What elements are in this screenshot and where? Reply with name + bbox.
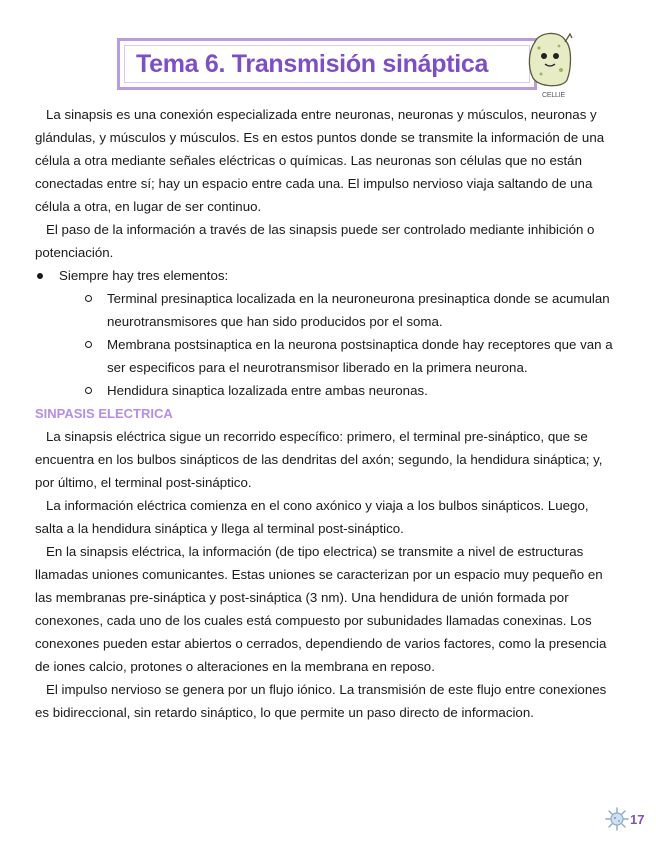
bullet-circle xyxy=(85,387,92,394)
bullet-dot xyxy=(37,273,43,279)
page-number: 17 xyxy=(630,812,645,827)
list-item-text: Siempre hay tres elementos: xyxy=(59,268,229,283)
page-title: Tema 6. Transmisión sináptica xyxy=(136,49,489,78)
paragraph-intro: La sinapsis es una conexión especializada entre neuronas, neuronas y músculos, neuronas y glándulas, y músculos y músculos. Es en estos puntos donde se transmite la información de una célula a otra mediante señales eléctricas o químicas. Las neuronas son células que no están conectadas entre sí; hay un espacio entre cada una. El impulso nervioso viaja saltando de una célula a otra, en lugar de ser continuo. xyxy=(35,107,605,214)
paragraph-info-flow: La información eléctrica comienza en el cono axónico y viaja a los bulbos sinápticos. Luego, salta a la hendidura sináptica y llega al terminal post-sináptico. xyxy=(35,498,589,536)
bullet-circle xyxy=(85,341,92,348)
list-item-text: Membrana postsinaptica en la neurona postsinaptica donde hay receptores que van a ser especificos para el neurotransmisor liberado en la primera neurona. xyxy=(107,337,613,375)
mascot-caption: CELLIE xyxy=(542,92,565,99)
section-heading: SINPASIS ELECTRICA xyxy=(35,406,173,421)
paragraph-control: El paso de la información a través de las sinapsis puede ser controlado mediante inhibición o potenciación. xyxy=(35,222,595,260)
paragraph-gap-junctions: En la sinapsis eléctrica, la información (de tipo electrica) se transmite a nivel de estructuras llamadas uniones comunicantes. Estas uniones se caracterizan por un espacio muy pequeño en las membranas pre-sináptica y post-sináptica (3 nm). Una hendidura de unión formada por conexones, cada uno de los cuales está compuesto por subunidades llamadas conexinas. Los conexones pueden estar abiertos o cerrados, dependiendo de varios factores, como la presencia de iones calcio, protones o alteraciones en la membrana en reposo. xyxy=(35,544,607,674)
paragraph-impulse: El impulso nervioso se genera por un flujo iónico. La transmisión de este flujo entre conexiones es bidireccional, sin retardo sináptico, lo que permite un paso directo de informacion. xyxy=(35,682,607,720)
cell-mascot-icon xyxy=(525,30,575,88)
bullet-circle xyxy=(85,295,92,302)
list-item xyxy=(59,287,620,333)
bullet-list xyxy=(35,264,620,402)
title-box xyxy=(117,38,537,90)
sub-bullet-list xyxy=(59,287,620,402)
virus-icon xyxy=(604,806,630,832)
list-item-text: Terminal presinaptica localizada en la neuroneurona presinaptica donde se acumulan neurotransmisores que han sido producidos por el soma. xyxy=(107,291,610,329)
list-item-text: Hendidura sinaptica lozalizada entre ambas neuronas. xyxy=(107,383,428,398)
list-item xyxy=(59,379,620,402)
paragraph-route: La sinapsis eléctrica sigue un recorrido específico: primero, el terminal pre-sináptico, que se encuentra en los bulbos sinápticos de las dendritas del axón; segundo, la hendidura sináptica; y, por último, el terminal post-sináptico. xyxy=(35,429,603,490)
list-item xyxy=(35,264,620,402)
list-item xyxy=(59,333,620,379)
document-body xyxy=(35,103,620,724)
